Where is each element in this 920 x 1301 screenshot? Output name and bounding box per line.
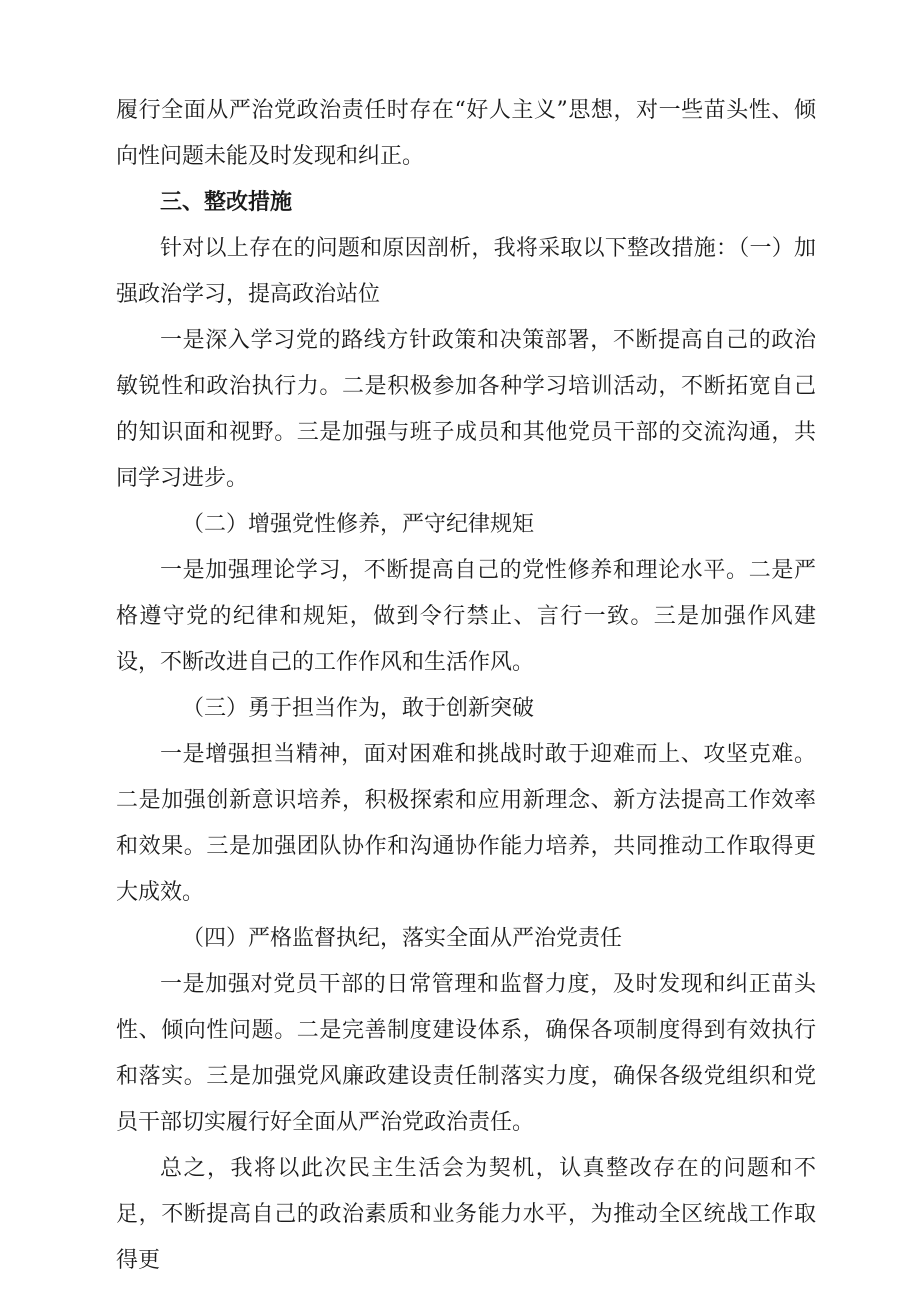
paragraph-measure-3-body: 一是增强担当精神，面对困难和挑战时敢于迎难而上、攻坚克难。二是加强创新意识培养，积极探索和应用新理念、新方法提高工作效率和效果。三是加强团队协作和沟通协作能力培养，共同推动工作取得更大成效。 (116, 742, 816, 905)
subheading-measure-3: （三）勇于担当作为，敢于创新突破 (182, 696, 535, 721)
document-page (116, 88, 816, 1284)
paragraph-measure-1-body: 一是深入学习党的路线方针政策和决策部署，不断提高自己的政治敏锐性和政治执行力。二是积极参加各种学习培训活动，不断拓宽自己的知识面和视野。三是加强与班子成员和其他党员干部的交流沟通，共同学习进步。 (116, 328, 816, 491)
paragraph-measure-4-body: 一是加强对党员干部的日常管理和监督力度，及时发现和纠正苗头性、倾向性问题。二是完善制度建设体系，确保各项制度得到有效执行和落实。三是加强党风廉政建设责任制落实力度，确保各级党组织和党员干部切实履行好全面从严治党政治责任。 (116, 972, 816, 1135)
paragraph-intro-measures: 针对以上存在的问题和原因剖析，我将采取以下整改措施：（一）加强政治学习，提高政治站位 (116, 236, 816, 307)
paragraph-conclusion: 总之，我将以此次民主生活会为契机，认真整改存在的问题和不足，不断提高自己的政治素质和业务能力水平，为推动全区统战工作取得更 (116, 1156, 816, 1273)
subheading-measure-4: （四）严格监督执纪，落实全面从严治党责任 (182, 926, 623, 951)
section-heading-rectification: 三、整改措施 (160, 190, 293, 215)
subheading-measure-2: （二）增强党性修养，严守纪律规矩 (182, 512, 535, 537)
paragraph-continuation: 履行全面从严治党政治责任时存在“好人主义”思想，对一些苗头性、倾向性问题未能及时发现和纠正。 (116, 98, 816, 169)
paragraph-measure-2-body: 一是加强理论学习，不断提高自己的党性修养和理论水平。二是严格遵守党的纪律和规矩，做到令行禁止、言行一致。三是加强作风建设，不断改进自己的工作作风和生活作风。 (116, 558, 816, 675)
